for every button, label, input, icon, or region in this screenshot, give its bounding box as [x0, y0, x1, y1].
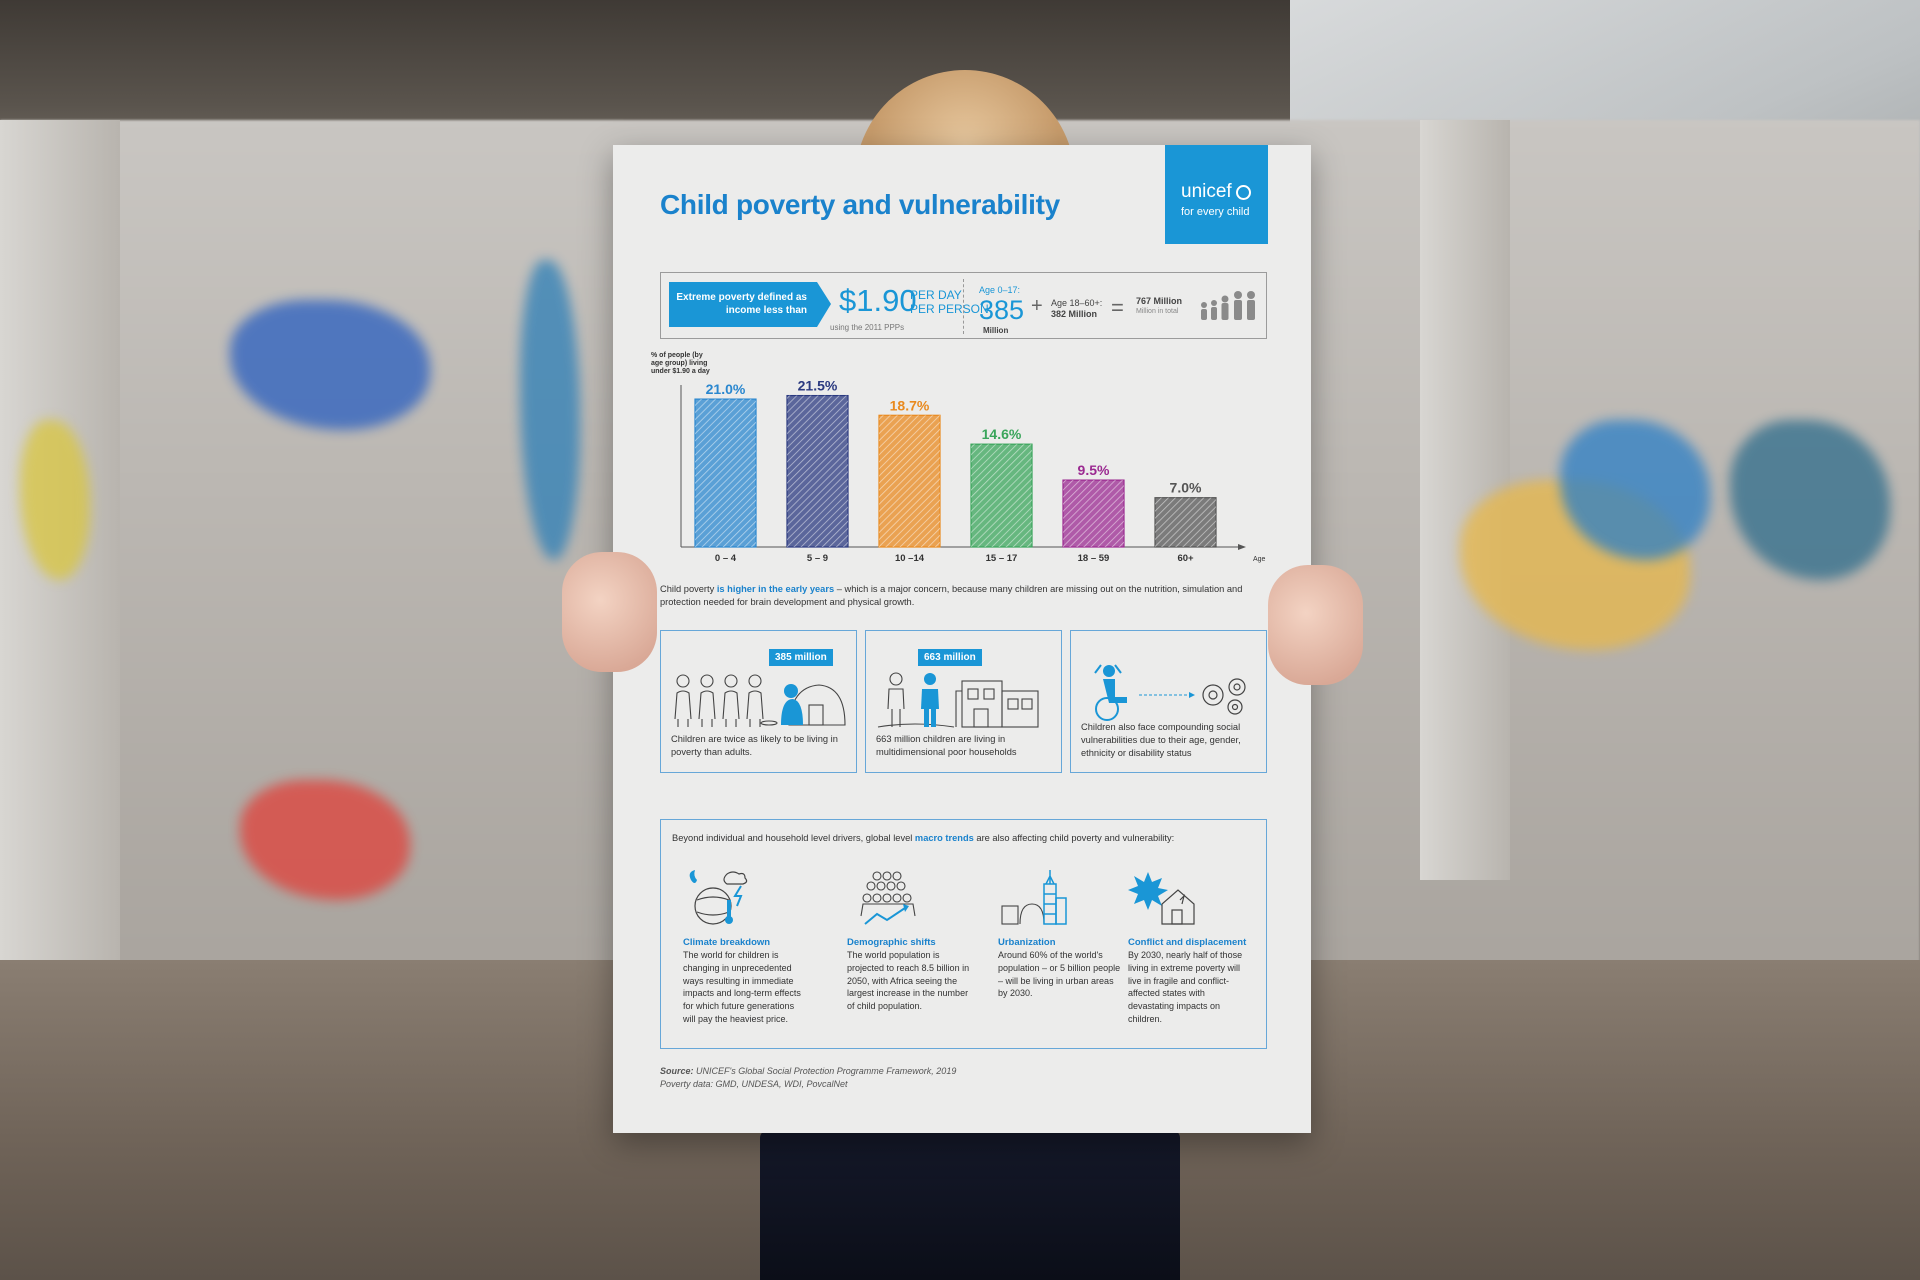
macro-item-demographic [847, 870, 972, 1013]
infographic-poster [613, 145, 1311, 1133]
left-hand [562, 552, 657, 672]
x-axis-label: Age [1253, 556, 1266, 563]
conflict-house-icon [1128, 870, 1208, 926]
family-icon [1199, 289, 1259, 323]
ppp-note: using the 2011 PPPs [830, 323, 905, 332]
per-day-label: PER DAY PER PERSON [910, 288, 989, 316]
x-tick-label-5: 60+ [1177, 553, 1194, 564]
bar-value-label-4: 9.5% [1077, 462, 1110, 479]
logo-word: unicef [1181, 181, 1232, 202]
bar-hatch-4 [1063, 480, 1124, 547]
chart-y-label: % of people (by age group) living under $1.90 a day [651, 352, 710, 375]
early-years-text: Child poverty is higher in the early years – which is a major concern, because many children are missing out on the nutrition, simulation and protection needed for brain development and physical growth. [660, 584, 1243, 607]
bar-value-label-1: 21.5% [797, 377, 838, 394]
macro-intro: Beyond individual and household level drivers, global level macro trends are also affecting child poverty and vulnerability: [672, 833, 1175, 843]
macro-body: The world population is projected to reach 8.5 billion in 2050, with Africa seeing the largest increase in the number of child population. [847, 950, 970, 1012]
poverty-bar-chart [651, 352, 1273, 565]
bar-hatch-1 [787, 396, 848, 547]
bar-hatch-3 [971, 444, 1032, 547]
poor-household-icon [874, 669, 1054, 729]
unicef-logo [1165, 145, 1268, 244]
bar-value-label-3: 14.6% [981, 426, 1022, 443]
age-0-17-unit: Million [983, 326, 1009, 335]
city-skyline-icon [998, 870, 1078, 926]
macro-item-climate [683, 870, 808, 1026]
macro-item-urbanization [998, 870, 1123, 1000]
macro-head: Climate breakdown [683, 937, 771, 948]
card-children-twice-likely [660, 630, 857, 773]
bar-hatch-5 [1155, 498, 1216, 547]
equals-icon: = [1111, 295, 1124, 320]
card-badge: 663 million [918, 649, 982, 666]
price-value: $1.90 [839, 283, 917, 318]
globe-icon [1236, 185, 1251, 200]
age-18-60-value: 382 Million [1051, 309, 1098, 319]
age-0-17-label: Age 0–17: [979, 285, 1021, 295]
climate-globe-icon [683, 870, 763, 926]
x-axis-arrow [1238, 544, 1246, 550]
macro-body: By 2030, nearly half of those living in extreme poverty will live in fragile and conflict-affected states with devastating impacts on children. [1128, 950, 1243, 1024]
card-text: Children also face compounding social vulnerabilities due to their age, gender, ethnicity or disability status [1081, 722, 1241, 758]
card-text: Children are twice as likely to be living in poverty than adults. [671, 734, 838, 757]
age-0-17-value: 385 [979, 295, 1025, 325]
bar-hatch-2 [879, 415, 940, 547]
card-text: 663 million children are living in multidimensional poor households [876, 734, 1017, 757]
plus-icon: + [1031, 295, 1043, 317]
bar-hatch-0 [695, 399, 756, 547]
x-tick-label-2: 10 –14 [894, 553, 925, 564]
x-tick-label-1: 5 – 9 [806, 553, 829, 564]
extreme-poverty-label: Extreme poverty defined as income less than [669, 282, 817, 327]
wheelchair-gears-icon [1081, 661, 1261, 725]
arrow-icon [817, 282, 831, 327]
x-tick-label-0: 0 – 4 [714, 553, 737, 564]
macro-body: Around 60% of the world's population – or 5 billion people – will be living in urban areas by 2030. [998, 950, 1121, 999]
macro-body: The world for children is changing in unprecedented ways resulting in immediate impacts and long-term effects for which future generations will pay the heaviest price. [683, 950, 801, 1024]
chart-svg [653, 355, 1273, 565]
total-value: 767 Million [1136, 296, 1183, 306]
bar-value-label-0: 21.0% [705, 381, 746, 398]
right-hand [1268, 565, 1363, 685]
macro-head: Urbanization [998, 937, 1056, 948]
card-badge: 385 million [769, 649, 833, 666]
x-tick-label-3: 15 – 17 [985, 553, 1018, 564]
bar-value-label-2: 18.7% [889, 397, 930, 414]
card-social-vulnerabilities [1070, 630, 1267, 773]
age-18-60-label: Age 18–60+: [1051, 298, 1103, 308]
macro-item-conflict [1128, 870, 1253, 1026]
poster-title: Child poverty and vulnerability [660, 189, 1060, 220]
logo-tagline: for every child [1181, 206, 1250, 218]
bar-value-label-5: 7.0% [1169, 479, 1202, 496]
person-legs [760, 1130, 1180, 1280]
poverty-definition-strip [660, 272, 1267, 339]
divider [963, 279, 964, 334]
macro-head: Conflict and displacement [1128, 937, 1247, 948]
source-note: Source: UNICEF's Global Social Protection Programme Framework, 2019 Poverty data: GMD, UNDESA, WDI, PovcalNet [660, 1066, 957, 1089]
macro-trends-panel [660, 819, 1267, 1049]
demographic-crowd-icon [847, 870, 927, 926]
children-group-icon [669, 667, 849, 727]
total-label: Million in total [1136, 308, 1179, 315]
card-multidimensional-poor [865, 630, 1062, 773]
macro-head: Demographic shifts [847, 937, 936, 948]
x-tick-label-4: 18 – 59 [1077, 553, 1110, 564]
